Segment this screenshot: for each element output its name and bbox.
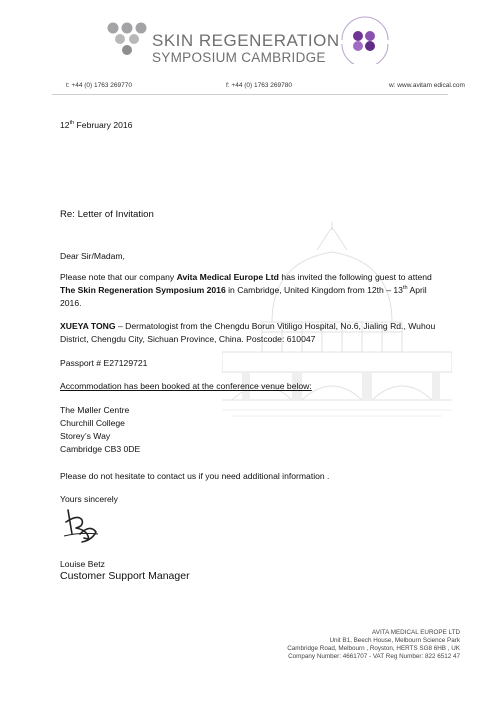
p1-text-b: has invited the following guest to attend	[278, 272, 432, 282]
signature-icon	[60, 504, 102, 546]
paragraph-invitation-line3: 2016.	[60, 298, 82, 308]
header-divider	[52, 94, 448, 95]
header-title-line1: SKIN REGENERATION	[152, 31, 340, 50]
venue-line: Cambridge CB3 0DE	[60, 444, 141, 454]
p1-text-a: Please note that our company	[60, 272, 177, 282]
guest-details-1: – Dermatologist from the Chengdu Borun Vitiligo Hospital, No.6, Jialing Rd., Wuhou	[115, 321, 436, 331]
passport-number: Passport # E27129721	[60, 358, 148, 368]
header-title-line2: SYMPOSIUM CAMBRIDGE	[152, 50, 326, 65]
header-title	[152, 32, 340, 65]
guest-name: XUEYA TONG	[60, 321, 116, 331]
signer-title: Customer Support Manager	[60, 570, 190, 582]
p1-text-d: April	[407, 285, 427, 295]
footer-company: AVITA MEDICAL EUROPE LTD	[372, 629, 460, 636]
date-suffix: th	[69, 120, 75, 127]
signer-name: Louise Betz	[60, 559, 105, 569]
company-name: Avita Medical Europe Ltd	[176, 272, 279, 282]
letter-date	[60, 119, 132, 131]
guest-line1	[60, 320, 435, 332]
date-rest: February 2016	[74, 120, 133, 130]
closing-note: Please do not hesitate to contact us if you need additional information .	[60, 471, 330, 481]
letter-signoff: Yours sincerely	[60, 494, 118, 504]
venue-line: Storey’s Way	[60, 431, 111, 441]
venue-line: The Møller Centre	[60, 405, 130, 415]
contact-fax: f: +44 (0) 1763 269780	[226, 82, 292, 89]
date-day: 12	[60, 120, 70, 130]
letter-subject: Re: Letter of Invitation	[60, 209, 154, 220]
event-name: The Skin Regeneration Symposium 2016	[60, 285, 226, 295]
p1-text-c: in Cambridge, United Kingdom from 12th – 13	[225, 285, 403, 295]
p1-sup: th	[402, 285, 408, 292]
venue-line: Churchill College	[60, 418, 125, 428]
partner-logo-icon	[334, 14, 396, 64]
contact-phone: t: +44 (0) 1763 269770	[66, 82, 132, 89]
letter-salutation: Dear Sir/Madam,	[60, 251, 125, 261]
footer-address-line: Cambridge Road, Melbourn , Royston, HERTS SG8 6HB , UK	[287, 645, 460, 652]
paragraph-invitation-line2	[60, 284, 427, 296]
contact-website: w: www.avitam edical.com	[389, 82, 465, 89]
guest-line2: District, Chengdu City, Sichuan Province, China. Postcode: 610047	[60, 334, 316, 344]
footer-registration: Company Number: 4661707 - VAT Reg Number: 822 6512 47	[288, 653, 460, 660]
accommodation-note: Accommodation has been booked at the conference venue below:	[60, 381, 312, 391]
symposium-logo-icon	[106, 20, 148, 56]
paragraph-invitation-line1	[60, 271, 432, 283]
footer-address-line: Unit B1, Beech House, Melbourn Science Park	[329, 637, 460, 644]
